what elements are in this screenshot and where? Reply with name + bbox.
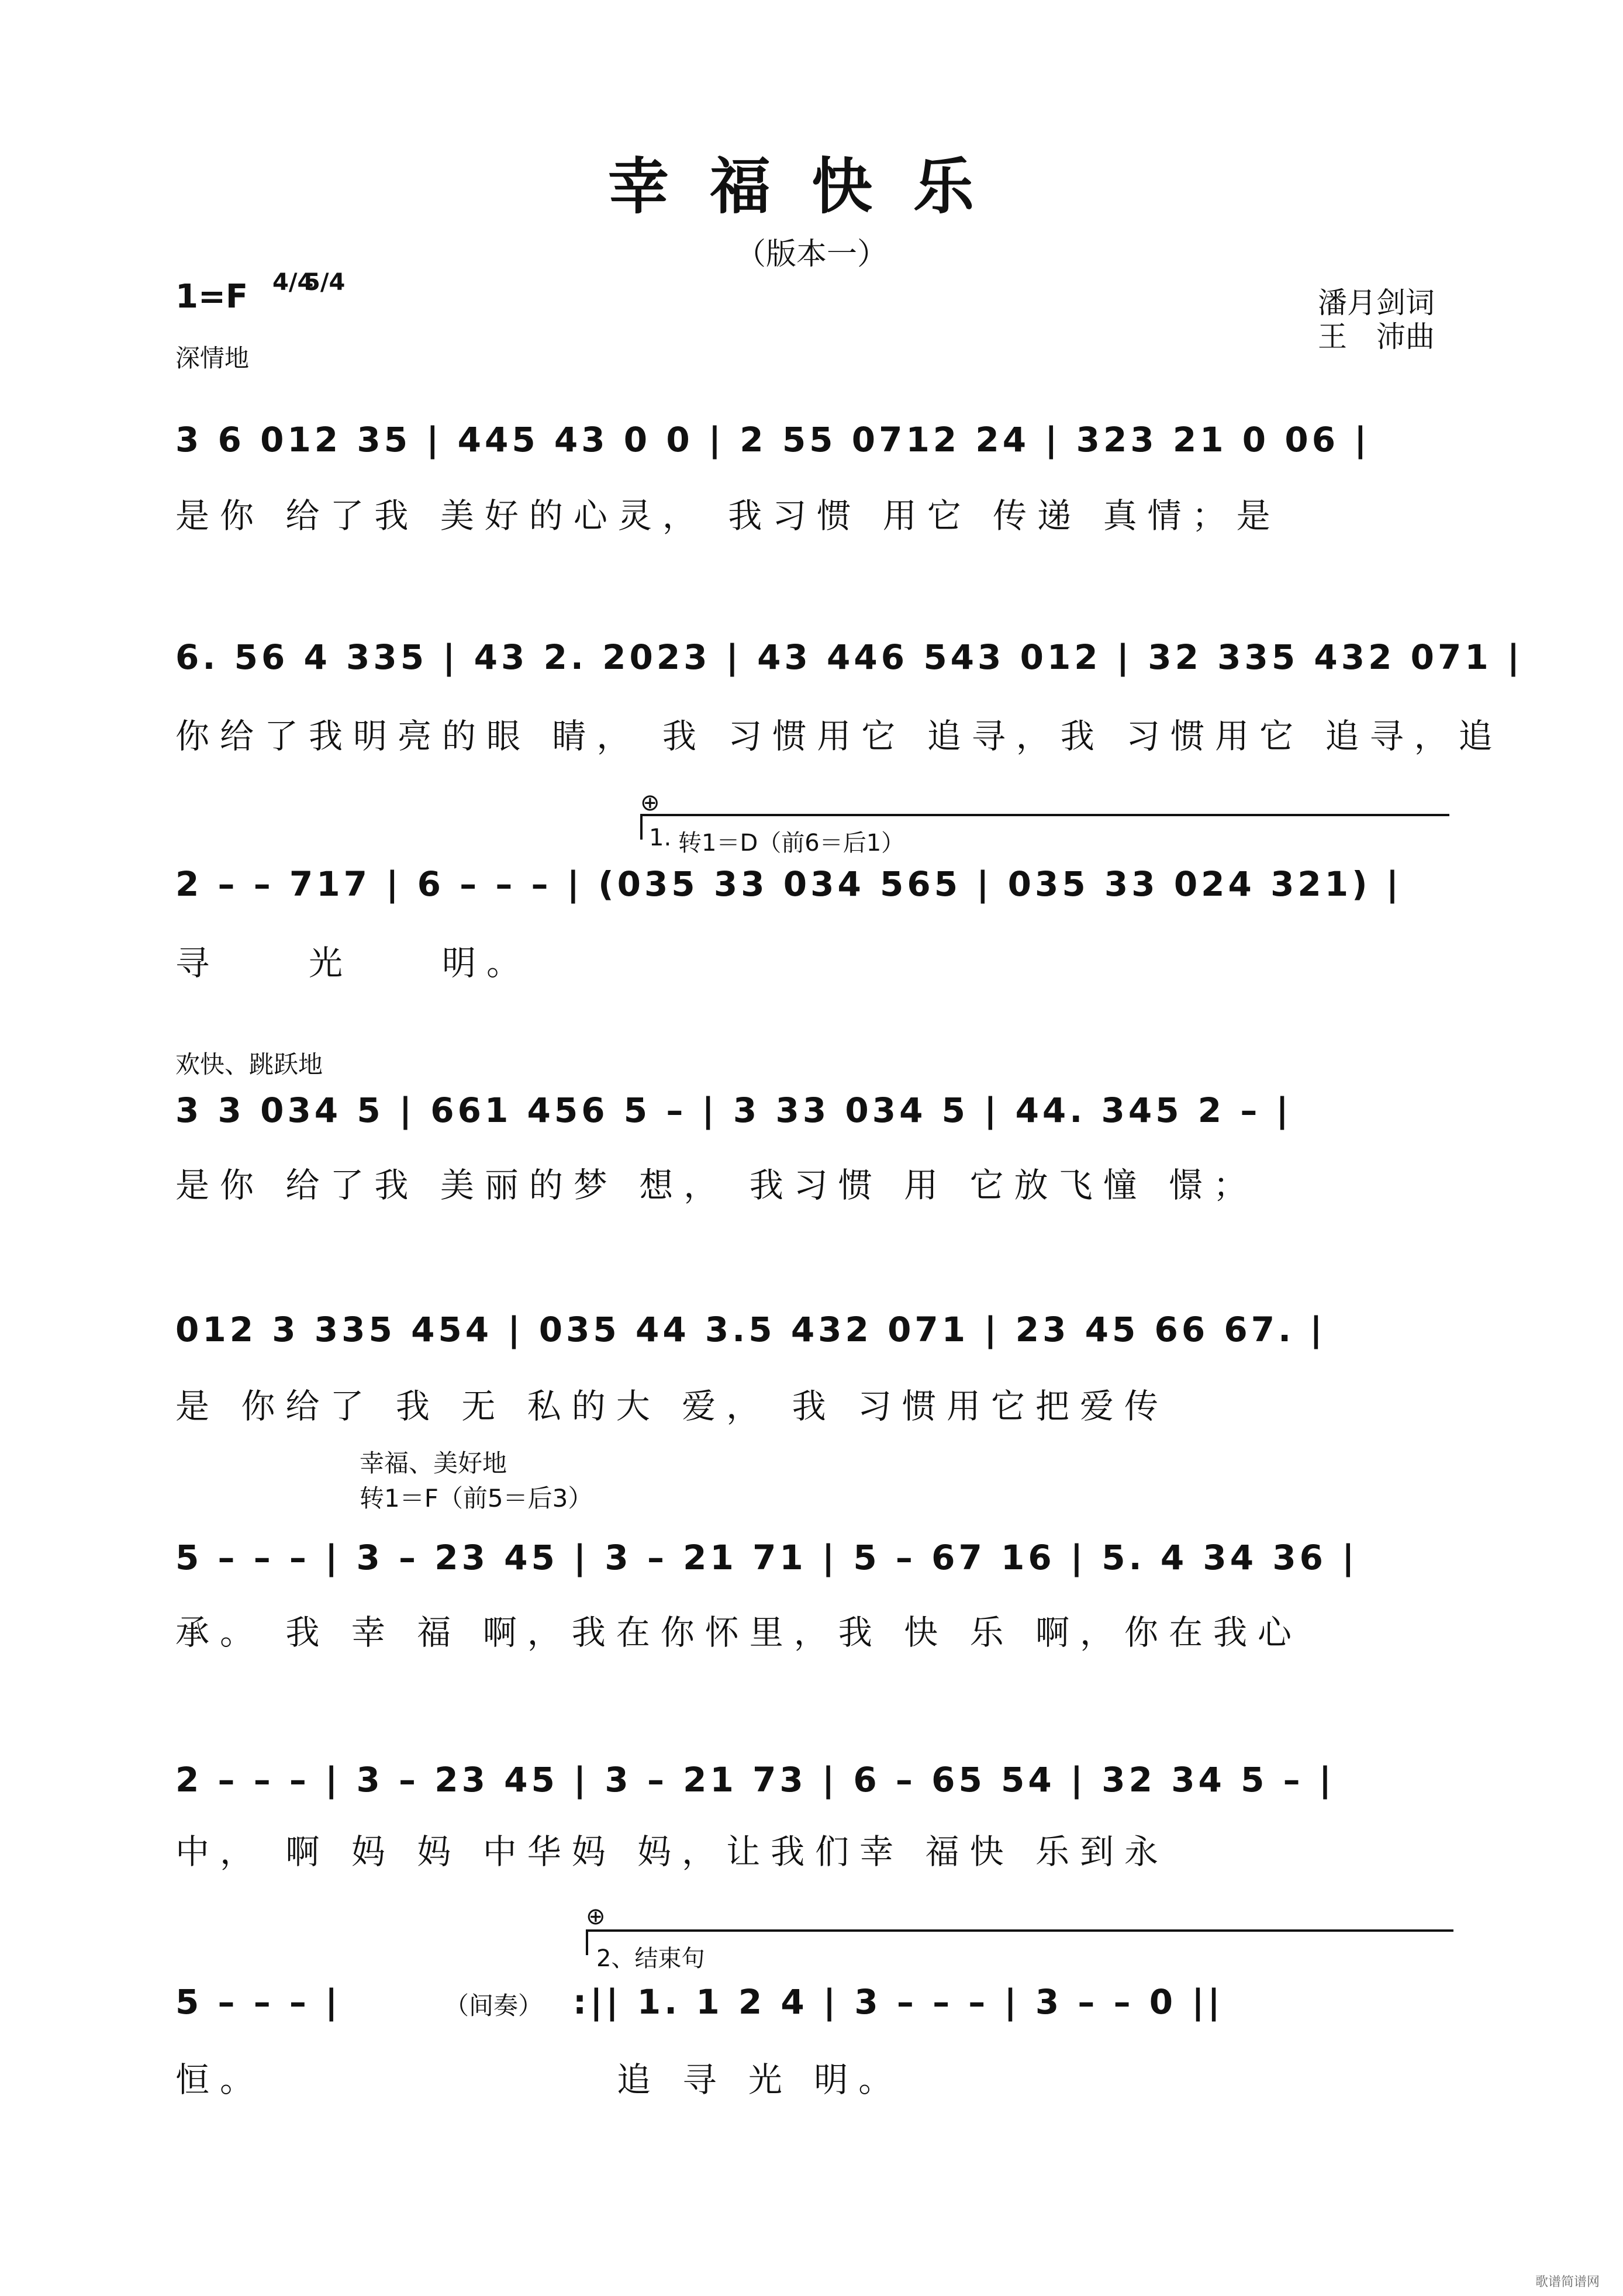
notation-line-3: 2 – – 717 | 6 – – – | (035 33 034 565 | 035 33 024 321) | <box>175 864 1403 904</box>
coda-sign: ⊕ <box>640 789 660 816</box>
version-subtitle: （版本一） <box>735 237 888 272</box>
expression-mark: 深情地 <box>175 344 250 372</box>
volta-2-label: 2、结束句 <box>596 1945 705 1972</box>
lyrics-line-2: 你给了我明亮的眼 睛， 我 习惯用它 追寻，我 习惯用它 追寻，追 <box>175 716 1503 756</box>
notation-line-8-ending: :|| 1. 1 2 4 | 3 – – – | 3 – – 0 || <box>573 1982 1224 2022</box>
expression-mark-2: 欢快、跳跃地 <box>175 1050 323 1079</box>
lyrics-line-8-ending: 追 寻 光 明。 <box>617 2060 903 2100</box>
lyrics-line-6: 承。 我 幸 福 啊，我在你怀里，我 快 乐 啊，你在我心 <box>175 1613 1303 1652</box>
key-signature: 1=F <box>175 278 248 316</box>
time-signature-b: 5/4 <box>304 269 346 296</box>
time-signature-a: 4/4 <box>272 269 314 296</box>
lyrics-line-1: 是你 给了我 美好的心灵， 我习惯 用它 传递 真情；是 <box>175 496 1281 536</box>
modulation-1: 转1＝D（前6＝后1） <box>678 830 905 857</box>
notation-line-6: 5 – – – | 3 – 23 45 | 3 – 21 71 | 5 – 67 16 | 5. 4 34 36 | <box>175 1538 1358 1577</box>
lyrics-line-4: 是你 给了我 美丽的梦 想， 我习惯 用 它放飞憧 憬； <box>175 1165 1258 1205</box>
notation-line-2: 6. 56 4 335 | 43 2. 2023 | 43 446 543 012 | 32 335 432 071 | <box>175 637 1524 677</box>
composer: 王 沛曲 <box>1318 320 1435 354</box>
volta-1-label: 1. <box>649 824 672 851</box>
song-title: 幸福快乐 <box>607 150 1015 222</box>
lyrics-line-5: 是 你给了 我 无 私的大 爱， 我 习惯用它把爱传 <box>175 1386 1169 1426</box>
lyricist: 潘月剑词 <box>1318 286 1435 320</box>
notation-line-1: 3 6 012 35 | 445 43 0 0 | 2 55 0712 24 | 323 21 0 06 | <box>175 420 1370 460</box>
modulation-2: 转1＝F（前5＝后3） <box>360 1484 593 1513</box>
notation-line-4: 3 3 034 5 | 661 456 5 – | 3 33 034 5 | 44. 345 2 – | <box>175 1090 1292 1130</box>
notation-line-7: 2 – – – | 3 – 23 45 | 3 – 21 73 | 6 – 65 54 | 32 34 5 – | <box>175 1760 1335 1800</box>
interlude-label: （间奏） <box>444 1991 543 2020</box>
coda-sign-2: ⊕ <box>586 1903 606 1930</box>
expression-mark-3: 幸福、美好地 <box>360 1449 507 1477</box>
lyrics-line-7: 中， 啊 妈 妈 中华妈 妈，让我们幸 福快 乐到永 <box>175 1832 1169 1872</box>
notation-line-5: 012 3 335 454 | 035 44 3.5 432 071 | 23 45 66 67. | <box>175 1310 1326 1349</box>
watermark: 歌谱简谱网 <box>1535 2275 1600 2290</box>
volta-bracket-2 <box>586 1929 1453 1955</box>
lyrics-line-3: 寻 光 明。 <box>175 943 531 983</box>
lyrics-line-8: 恒。 <box>175 2060 265 2100</box>
notation-line-8: 5 – – – | <box>175 1982 341 2022</box>
